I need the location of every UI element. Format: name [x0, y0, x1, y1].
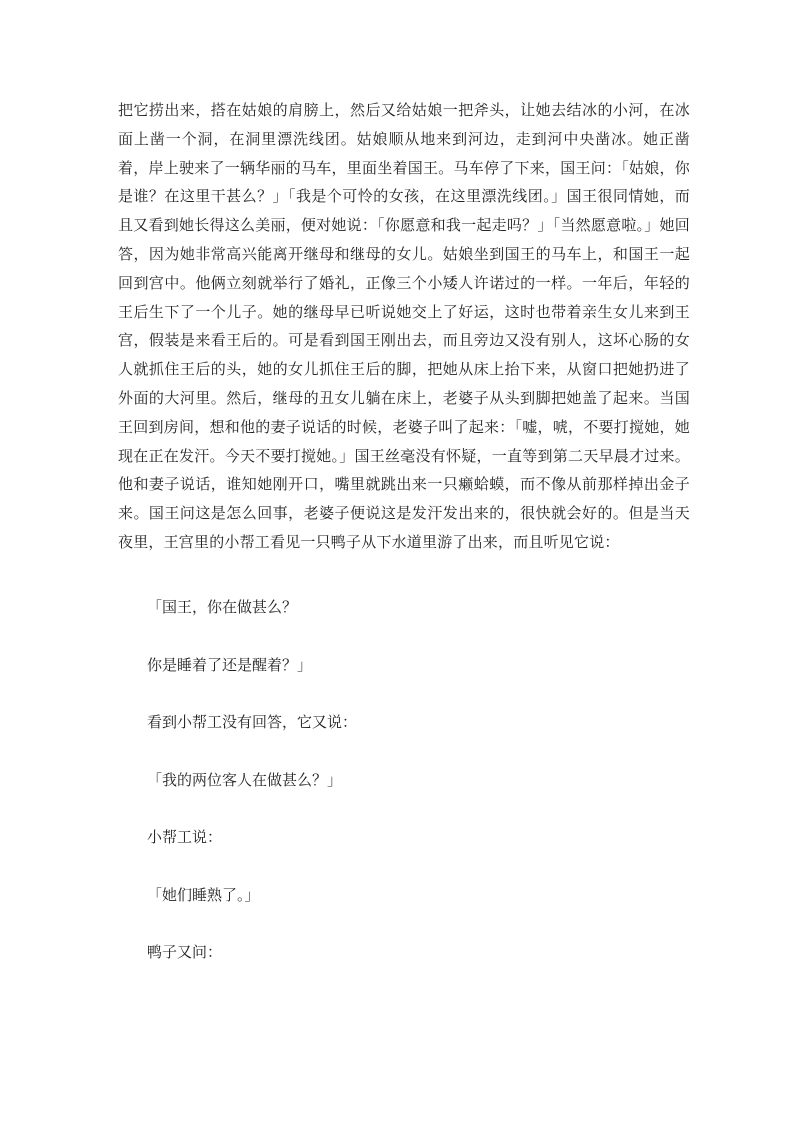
story-paragraph: 把它捞出来，搭在姑娘的肩膀上，然后又给姑娘一把斧头，让她去结冰的小河，在冰面上凿一个洞，在洞里漂洗线团。姑娘顺从地来到河边，走到河中央凿冰。她正凿着，岸上驶来了一辆华丽的马车，里面坐着国王。马车停了下来，国王问：「姑娘，你是谁？在这里干甚么？」「我是个可怜的女孩，在这里漂洗线团。」国王很同情她，而且又看到她长得这么美丽，便对她说：「你愿意和我一起走吗？」「当然愿意啦。」她回答，因为她非常高兴能离开继母和继母的女儿。姑娘坐到国王的马车上，和国王一起回到宫中。他俩立刻就举行了婚礼，正像三个小矮人许诺过的一样。一年后，年轻的王后生下了一个儿子。她的继母早已听说她交上了好运，这时也带着亲生女儿来到王宫，假装是来看王后的。可是看到国王刚出去，而且旁边又没有别人，这坏心肠的女人就抓住王后的头，她的女儿抓住王后的脚，把她从床上抬下来，从窗口把她扔进了外面的大河里。然后，继母的丑女儿躺在床上，老婆子从头到脚把她盖了起来。当国王回到房间，想和他的妻子说话的时候，老婆子叫了起来：「嘘，唬，不要打搅她，她现在正在发汗。今天不要打搅她。」国王丝毫没有怀疑，一直等到第二天早晨才过来。他和妻子说话，谁知她刚开口，嘴里就跳出来一只癞蛤蟆，而不像从前那样掉出金子来。国王问这是怎么回事，老婆子便说这是发汗发出来的，很快就会好的。但是当天夜里，王宫里的小帮工看见一只鸭子从下水道里游了出来，而且听见它说： — [118, 101, 690, 551]
dialogue-line: 看到小帮工没有回答，它又说： — [147, 713, 358, 731]
dialogue-block — [147, 596, 687, 999]
dialogue-line: 「我的两位客人在做甚么？」 — [147, 770, 343, 789]
dialogue-line: 你是睡着了还是醒着？」 — [147, 655, 313, 674]
dialogue-line: 「国王，你在做甚么？ — [147, 598, 298, 616]
dialogue-line: 鸭子又问： — [147, 943, 223, 961]
dialogue-line: 小帮工说： — [147, 828, 223, 846]
dialogue-line: 「她们睡熟了。」 — [147, 885, 260, 904]
